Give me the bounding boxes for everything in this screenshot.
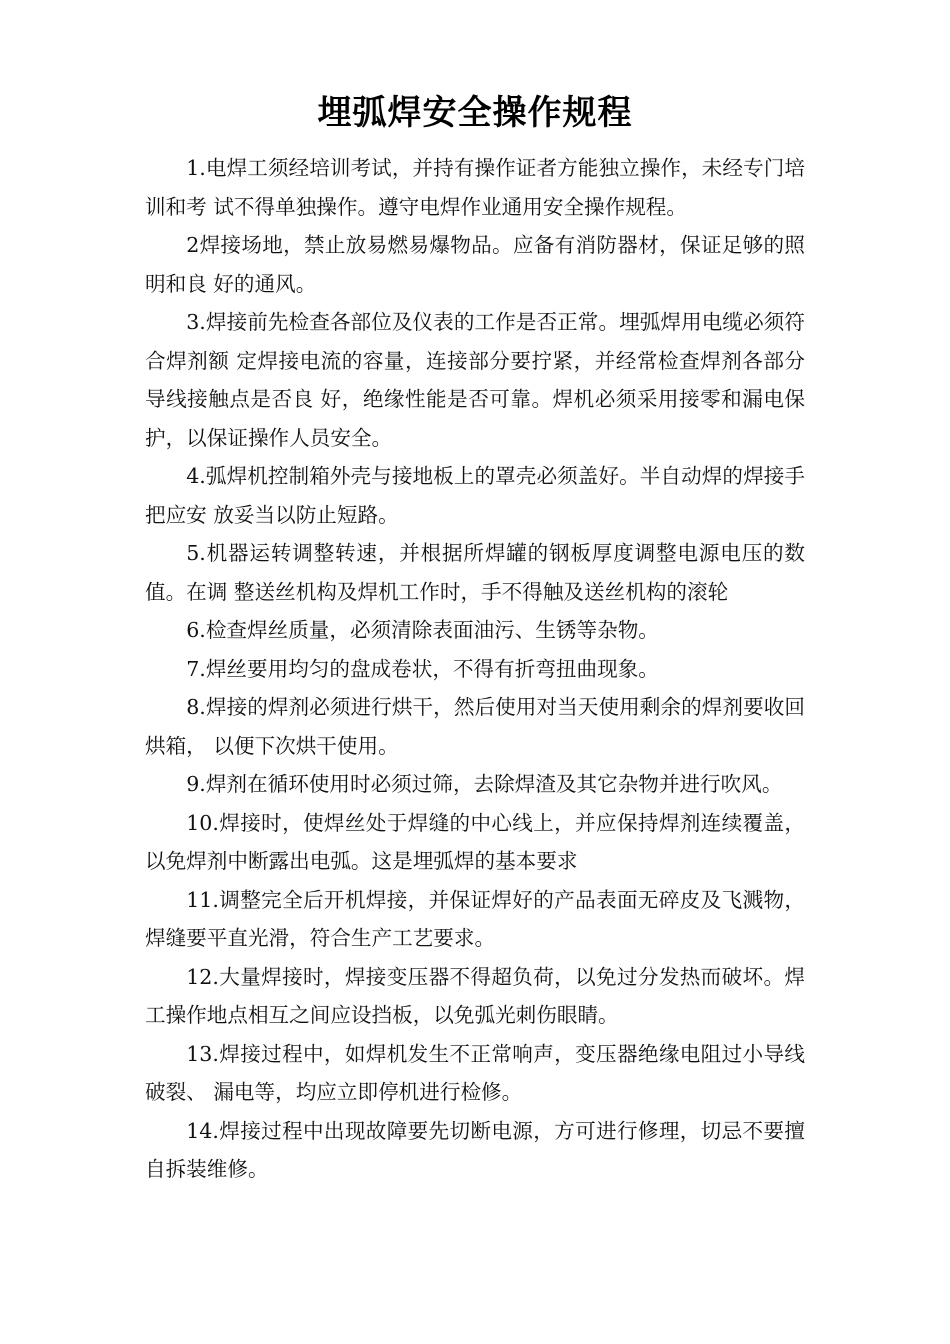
paragraph-1: 1.电焊工须经培训考试，并持有操作证者方能独立操作，未经专门培训和考 试不得单独操作。遵守电焊作业通用安全操作规程。 [145,156,805,219]
paragraph-10: 10.焊接时，使焊丝处于焊缝的中心线上，并应保持焊剂连续覆盖，以免焊剂中断露出电弧。这是埋弧焊的基本要求 [145,810,805,873]
paragraph-2: 2焊接场地，禁止放易燃易爆物品。应备有消防器材，保证足够的照明和良 好的通风。 [145,233,805,296]
paragraph-5: 5.机器运转调整转速，并根据所焊罐的钢板厚度调整电源电压的数值。在调 整送丝机构及焊机工作时，手不得触及送丝机构的滚轮 [145,541,805,604]
paragraph-8: 8.焊接的焊剂必须进行烘干，然后使用对当天使用剩余的焊剂要收回烘箱， 以便下次烘干使用。 [145,695,805,758]
paragraph-9: 9.焊剂在循环使用时必须过筛，去除焊渣及其它杂物并进行吹风。 [186,772,783,796]
paragraph-7: 7.焊丝要用均匀的盘成卷状，不得有折弯扭曲现象。 [186,656,659,681]
document-title: 埋弧焊安全操作规程 [317,93,633,133]
paragraph-12: 12.大量焊接时，焊接变压器不得超负荷，以免过分发热而破坏。焊工操作地点相互之间应设挡板，以免弧光刺伤眼睛。 [145,964,805,1027]
paragraph-11: 11.调整完全后开机焊接，并保证焊好的产品表面无碎皮及飞溅物，焊缝要平直光滑，符合生产工艺要求。 [145,887,805,950]
paragraph-3: 3.焊接前先检查各部位及仪表的工作是否正常。埋弧焊用电缆必须符合焊剂额 定焊接电流的容量，连接部分要拧紧，并经常检查焊剂各部分导线接触点是否良 好，绝缘性能是否可靠。焊机必须采用接零和漏电保护，以保证操作人员安全。 [145,310,805,450]
paragraph-14: 14.焊接过程中出现故障要先切断电源，方可进行修理，切忌不要擅自拆装维修。 [145,1118,805,1181]
document-body [145,149,805,1189]
paragraph-13: 13.焊接过程中，如焊机发生不正常响声，变压器绝缘电阻过小导线破裂、 漏电等，均应立即停机进行检修。 [145,1041,805,1104]
paragraph-6: 6.检查焊丝质量，必须清除表面油污、生锈等杂物。 [186,618,659,642]
paragraph-4: 4.弧焊机控制箱外壳与接地板上的罩壳必须盖好。半自动焊的焊接手把应安 放妥当以防止短路。 [145,464,805,527]
